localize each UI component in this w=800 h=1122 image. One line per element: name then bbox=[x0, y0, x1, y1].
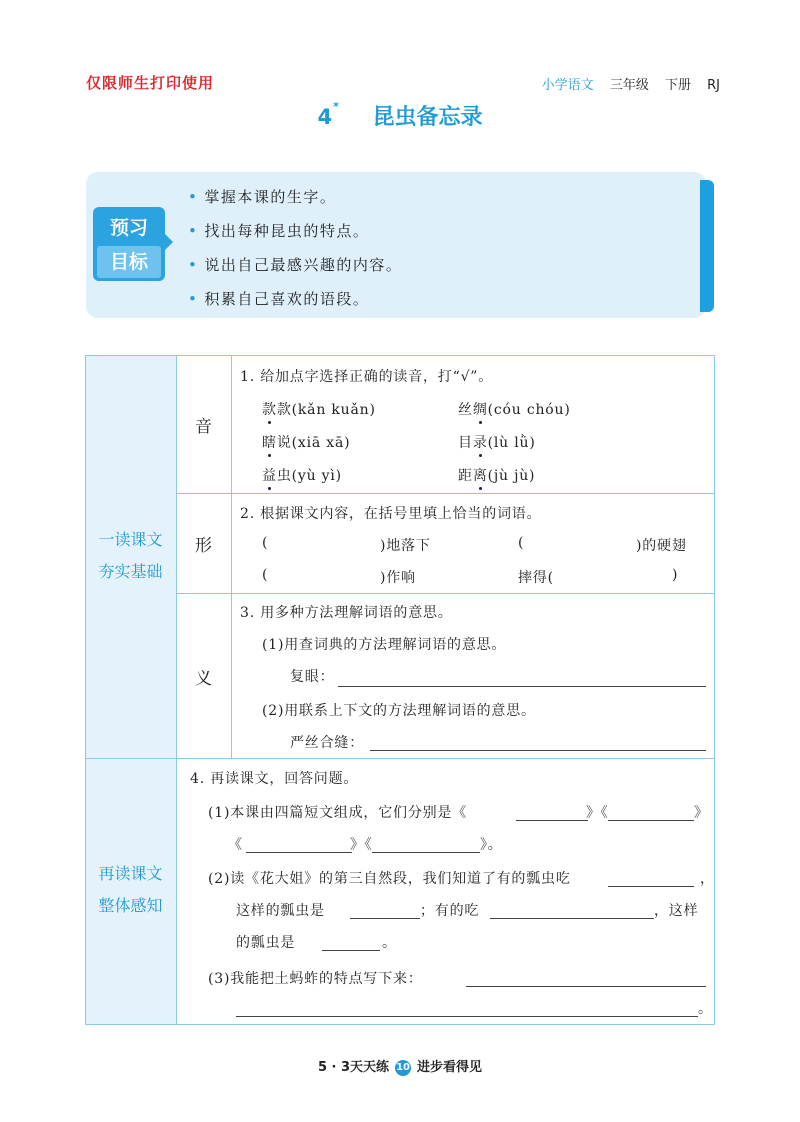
answer-line[interactable] bbox=[236, 1016, 698, 1017]
goal-item: • 找出每种昆虫的特点。 bbox=[188, 222, 370, 240]
fill-blank[interactable]: ( bbox=[262, 535, 269, 551]
question-4-1: (1)本课由四篇短文组成，它们分别是《 bbox=[208, 805, 468, 821]
question-4-2-text: ；有的吃 bbox=[420, 903, 480, 919]
form-label: 形 bbox=[195, 536, 212, 556]
answer-line[interactable] bbox=[246, 852, 352, 853]
section2-label: 再读课文 整体感知 bbox=[98, 864, 163, 915]
table-divider bbox=[176, 355, 177, 1025]
lesson-mark: * bbox=[333, 100, 339, 113]
section1-label: 一读课文 夯实基础 bbox=[98, 530, 163, 581]
goal-item: • 说出自己最感兴趣的内容。 bbox=[188, 256, 403, 274]
answer-line[interactable] bbox=[516, 820, 588, 821]
punctuation: 。 bbox=[382, 935, 397, 951]
volume-label: 下册 bbox=[664, 78, 691, 93]
question-4-3: (3)我能把土蚂蚱的特点写下来： bbox=[208, 971, 423, 987]
pinyin-item: 瞎说(xiā xā) bbox=[262, 435, 351, 451]
fill-blank-text: )地落下 bbox=[380, 538, 431, 554]
exercise-table bbox=[85, 355, 715, 1025]
meaning-label: 义 bbox=[195, 669, 212, 689]
edition-label: RJ bbox=[707, 78, 720, 93]
question-1: 1. 给加点字选择正确的读音，打“√”。 bbox=[240, 369, 494, 385]
book-title-mark: 》《 bbox=[586, 805, 609, 821]
table-divider bbox=[231, 355, 232, 758]
answer-line[interactable] bbox=[372, 852, 480, 853]
book-title-mark: 》 bbox=[694, 805, 709, 821]
table-divider bbox=[85, 758, 715, 759]
goals-badge-line2: 目标 bbox=[97, 246, 161, 278]
question-3: 3. 用多种方法理解词语的意思。 bbox=[240, 605, 453, 621]
word-fuyan: 复眼： bbox=[290, 669, 335, 685]
punctuation: 。 bbox=[698, 1001, 713, 1017]
book-title-mark: 《 bbox=[228, 837, 243, 853]
question-3-sub2: (2)用联系上下文的方法理解词语的意思。 bbox=[262, 703, 536, 719]
footer-slogan: 进步看得见 bbox=[417, 1060, 483, 1075]
fill-blank[interactable]: ( bbox=[262, 567, 269, 583]
question-4-2: (2)读《花大姐》的第三自然段，我们知道了有的瓢虫吃 bbox=[208, 871, 571, 887]
question-4: 4. 再读课文，回答问题。 bbox=[190, 771, 359, 787]
book-title-mark: 》。 bbox=[480, 837, 503, 853]
goal-item: • 积累自己喜欢的语段。 bbox=[188, 290, 370, 308]
grade-label: 三年级 bbox=[609, 78, 649, 93]
answer-line[interactable] bbox=[608, 886, 694, 887]
pinyin-item: 距离(jù jù) bbox=[458, 468, 536, 484]
answer-line[interactable] bbox=[490, 918, 654, 919]
preview-goals-box bbox=[86, 172, 706, 318]
word-yansihefeng: 严丝合缝： bbox=[290, 735, 364, 751]
footer-brand: 5 · 3天天练 bbox=[317, 1060, 390, 1075]
lesson-title: 昆虫备忘录 bbox=[372, 105, 483, 130]
answer-line[interactable] bbox=[322, 950, 380, 951]
fill-blank-text: ) bbox=[672, 567, 679, 583]
sound-label: 音 bbox=[195, 417, 212, 437]
goals-badge-pointer bbox=[165, 234, 173, 250]
page-title bbox=[0, 100, 800, 131]
pinyin-item: 丝绸(cóu chóu) bbox=[458, 402, 571, 418]
question-4-2-text: 的瓢虫是 bbox=[236, 935, 296, 951]
goal-item: • 掌握本课的生字。 bbox=[188, 188, 337, 206]
table-divider bbox=[176, 593, 715, 594]
lesson-number: 4 bbox=[317, 105, 333, 129]
answer-line[interactable] bbox=[370, 750, 706, 751]
answer-line[interactable] bbox=[350, 918, 420, 919]
pinyin-item: 益虫(yù yì) bbox=[262, 468, 342, 484]
table-divider bbox=[176, 493, 715, 494]
page-number: 10 bbox=[395, 1060, 411, 1076]
question-3-sub1: (1)用查词典的方法理解词语的意思。 bbox=[262, 637, 507, 653]
page-footer bbox=[0, 1056, 800, 1076]
subject-label: 小学语文 bbox=[541, 78, 594, 93]
print-notice: 仅限师生打印使用 bbox=[86, 74, 215, 92]
answer-line[interactable] bbox=[466, 986, 706, 987]
question-2: 2. 根据课文内容，在括号里填上恰当的词语。 bbox=[240, 506, 542, 522]
goals-badge-line1: 预习 bbox=[109, 217, 148, 239]
punctuation: ， bbox=[700, 871, 715, 887]
pinyin-item: 目录(lù lǜ) bbox=[458, 435, 536, 451]
book-title-mark: 》《 bbox=[350, 837, 373, 853]
goals-box-edge bbox=[700, 180, 714, 312]
fill-blank-text: )作响 bbox=[380, 570, 416, 586]
fill-blank[interactable]: 摔得( bbox=[518, 570, 554, 586]
pinyin-item: 款款(kǎn kuǎn) bbox=[262, 402, 376, 418]
question-4-2-text: ，这样 bbox=[654, 903, 699, 919]
fill-blank-text: )的硬翅 bbox=[636, 538, 687, 554]
question-4-2-text: 这样的瓢虫是 bbox=[236, 903, 325, 919]
answer-line[interactable] bbox=[338, 686, 706, 687]
fill-blank[interactable]: ( bbox=[518, 535, 525, 551]
answer-line[interactable] bbox=[608, 820, 694, 821]
book-info bbox=[530, 74, 720, 93]
goals-badge bbox=[93, 207, 165, 281]
